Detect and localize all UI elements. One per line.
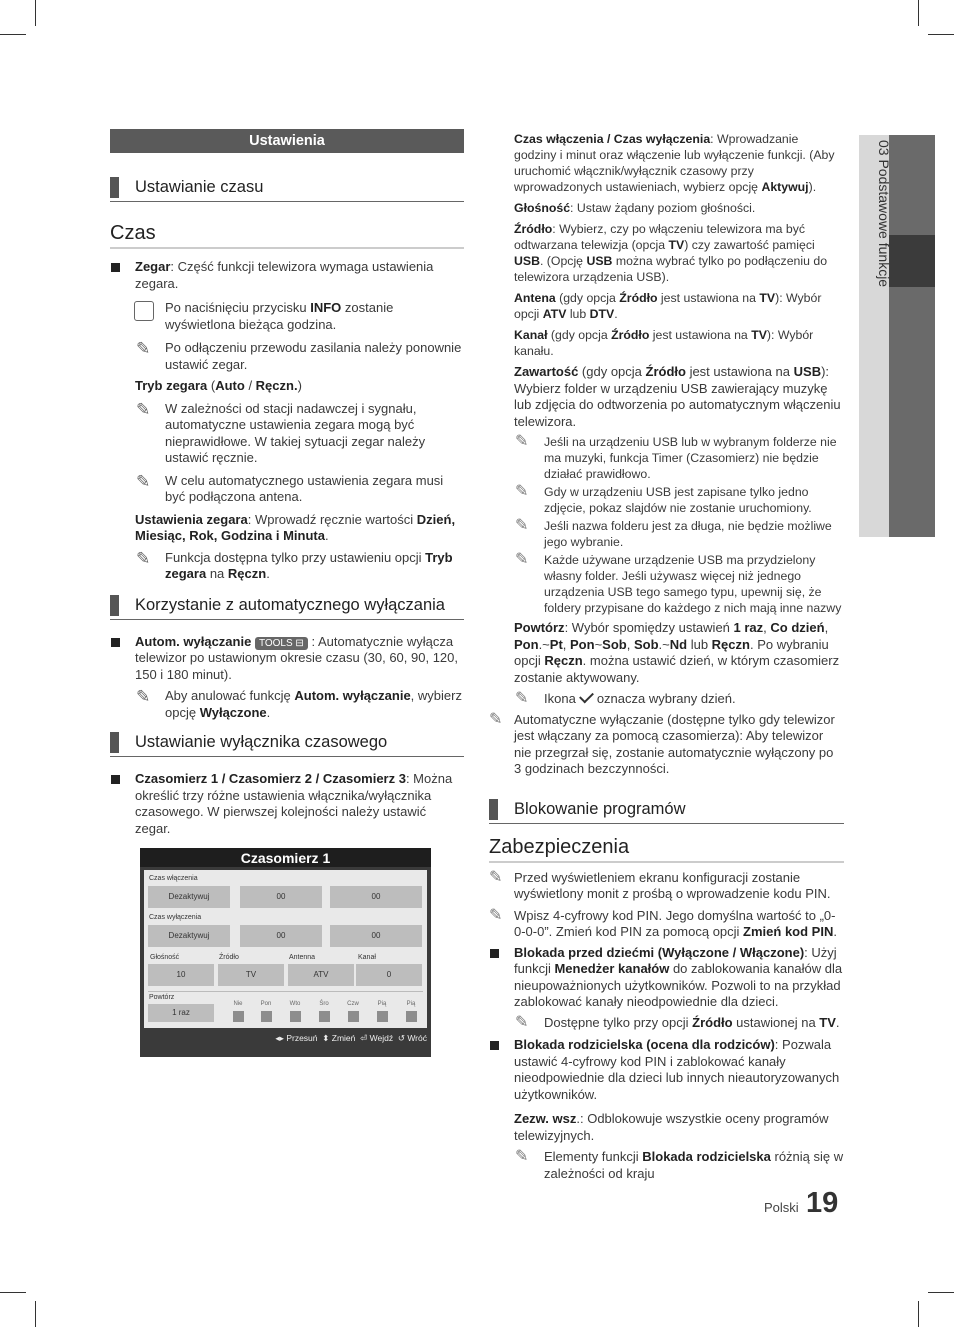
pencil-note-icon: ✎	[515, 551, 529, 568]
volume-field[interactable]: 10	[148, 964, 214, 986]
subheading-time-setting: Ustawianie czasu	[110, 176, 464, 202]
footer-return: Wróć	[407, 1033, 427, 1043]
para-channel: Kanał (gdy opcja Źródło jest ustawiona na TV): Wybór kanału.	[514, 328, 814, 358]
pencil-note-icon: ✎	[489, 868, 503, 886]
channel-field[interactable]: 0	[356, 964, 422, 986]
timer-footer	[140, 1033, 427, 1044]
left-column	[110, 129, 464, 837]
note-usb-folder: ✎ Każde używane urządzenie USB ma przydzielony własny folder. Jeśli używasz więcej niż jednego urządzenia USB tego samego typu, upewnij się, że foldery przypisane do każdego z nich mają inne nazwy	[515, 551, 842, 615]
timer-screen-title: Czasomierz 1	[140, 848, 431, 867]
on-minute-field[interactable]: 00	[330, 886, 422, 908]
heading-security: Zabezpieczenia	[489, 834, 844, 863]
footer-change: Zmień	[331, 1033, 356, 1043]
off-hour-field[interactable]: 00	[240, 925, 322, 947]
pencil-note-icon: ✎	[515, 517, 529, 534]
pencil-note-icon: ✎	[136, 471, 151, 491]
note-usb-photo: ✎ Gdy w urządzeniu USB jest zapisane tylko jedno zdjęcie, pokaz slajdów nie zostanie uruchomiony.	[515, 483, 812, 515]
bullet-timer: Czasomierz 1 / Czasomierz 2 / Czasomierz 3: Można określić trzy różne ustawienia włącznika/wyłącznika czasowego. W pierwszej kolejności należy ustawić zegar.	[110, 771, 464, 837]
pencil-note-icon: ✎	[515, 1148, 529, 1165]
note-checkmark: ✎ Ikona oznacza wybrany dzień.	[515, 690, 736, 707]
pencil-note-icon: ✎	[515, 433, 529, 450]
change-icon: ⬍	[322, 1033, 330, 1043]
remote-hand-icon	[134, 301, 154, 321]
subheading-auto-off: Korzystanie z automatycznego wyłączania	[110, 594, 464, 620]
day-checkbox[interactable]	[319, 1011, 330, 1022]
footer-language: Polski	[764, 1200, 799, 1215]
repeat-label: Powtórz	[149, 994, 175, 1001]
footer-enter: Wejdź	[369, 1033, 394, 1043]
tools-button-icon: TOOLS ⊟	[255, 637, 308, 650]
note-function: ✎ Funkcja dostępna tylko przy ustawieniu opcji Tryb zegara na Ręczn.	[136, 548, 453, 581]
note-auto-off: ✎ Automatyczne wyłączanie (dostępne tylko gdy telewizor jest włączany za pomocą czasomierza): Aby telewizor nie przegrzał się, zostanie automatycznie wyłączony po 3 godzinach bezczynności.	[489, 710, 835, 776]
bullet-child-lock: Blokada przed dziećmi (Wyłączone / Włączone): Użyj funkcji Menedżer kanałów do zablokowania kanałów dla nieupoważnionych użytkowników. Pozwoli to na przykład zablokować kanały nieodpowiednie dla dzieci.	[489, 945, 844, 1011]
timer-panel	[144, 870, 427, 1028]
source-label: Źródło	[219, 954, 239, 961]
on-hour-field[interactable]: 00	[240, 886, 322, 908]
return-icon: ↺	[397, 1033, 405, 1043]
footer-move: Przesuń	[286, 1033, 318, 1043]
volume-label: Głośność	[150, 954, 180, 961]
antenna-label: Antenna	[289, 954, 316, 961]
note-station: ✎ W zależności od stacji nadawczej i sygnału, automatyczne ustawienia zegara mogą być nieprawidłowe. W takiej sytuacji zegar należy ustawić ręcznie.	[136, 399, 426, 465]
day-checkbox[interactable]	[233, 1011, 244, 1022]
bullet-zegar: Zegar: Część funkcji telewizora wymaga ustawienia zegara.	[110, 259, 464, 292]
crop-mark	[0, 34, 26, 35]
pencil-note-icon: ✎	[489, 906, 503, 924]
crop-mark	[35, 0, 36, 26]
off-minute-field[interactable]: 00	[330, 925, 422, 947]
day-label: Pią	[377, 1001, 387, 1007]
off-time-label: Czas wyłączenia	[149, 914, 202, 921]
heading-czas: Czas	[110, 220, 464, 249]
day-label: Śro	[319, 1001, 329, 1007]
note-power: ✎ Po odłączeniu przewodu zasilania należy ponownie ustawić zegar.	[136, 339, 462, 372]
note-info: Po naciśnięciu przycisku INFO zostanie wyświetlona bieżąca godzina.	[110, 300, 464, 333]
on-activate-field[interactable]: Dezaktywuj	[148, 886, 230, 908]
crop-mark	[0, 1292, 26, 1293]
day-checkbox[interactable]	[348, 1011, 359, 1022]
pencil-note-icon: ✎	[489, 710, 503, 728]
pencil-note-icon: ✎	[515, 690, 529, 707]
para-allow-all: Zezw. wsz.: Odblokowuje wszystkie oceny programów telewizyjnych.	[514, 1111, 829, 1143]
crop-mark	[918, 0, 919, 26]
bullet-parental-lock: Blokada rodzicielska (ocena dla rodziców): Pozwala ustawić 4-cyfrowy kod PIN i zablokować kanały nieodpowiednie dla dzieci lub innych nieautoryzowanych użytkowników.	[489, 1037, 844, 1103]
section-title: Ustawienia	[110, 129, 464, 153]
crop-mark	[35, 1301, 36, 1327]
day-label: Wto	[289, 1001, 301, 1007]
clock-mode: Tryb zegara (Auto / Ręczn.)	[135, 378, 302, 393]
subheading-program-lock: Blokowanie programów	[489, 798, 844, 824]
day-label: Pon	[260, 1001, 272, 1007]
note-parental-country: ✎ Elementy funkcji Blokada rodzicielska różnią się w zależności od kraju	[515, 1148, 844, 1181]
clock-settings: Ustawienia zegara: Wprowadź ręcznie wartości Dzień, Miesiąc, Rok, Godzina i Minuta.	[135, 511, 456, 543]
divider	[148, 991, 423, 992]
off-activate-field[interactable]: Dezaktywuj	[148, 925, 230, 947]
para-content: Zawartość (gdy opcja Źródło jest ustawiona na USB): Wybierz folder w urządzeniu USB zawierający muzykę lub zdjęcia do odtworzenia po automatycznym włączeniu telewizora.	[514, 364, 841, 429]
enter-icon: ⏎	[360, 1033, 368, 1043]
note-antenna: ✎ W celu automatycznego ustawienia zegara musi być podłączona antena.	[136, 471, 444, 504]
note-available-tv: ✎ Dostępne tylko przy opcji Źródło ustawionej na TV.	[515, 1013, 840, 1031]
para-repeat: Powtórz: Wybór spomiędzy ustawień 1 raz, Co dzień, Pon.~Pt, Pon~Sob, Sob.~Nd lub Ręczn. Po wybraniu opcji Ręczn. można ustawić dzień, w którym czasomierz zostanie aktywowany.	[514, 620, 840, 685]
repeat-field[interactable]: 1 raz	[148, 1004, 214, 1022]
note-pin-default: ✎ Wpisz 4-cyfrowy kod PIN. Jego domyślna wartość to „0-0-0-0”. Zmień kod PIN za pomocą opcji Zmień kod PIN.	[489, 906, 837, 939]
crop-mark	[918, 1301, 919, 1327]
subheading-timer: Ustawianie wyłącznika czasowego	[110, 731, 464, 757]
para-on-off-time: Czas włączenia / Czas wyłączenia: Wprowadzanie godziny i minut oraz włączenie lub wyłączenie funkcji. (Aby uruchomić włącznik/wyłącznik czasowy przy wprowadzonych ustawieniach, wybierz opcję Aktywuj).	[514, 132, 835, 194]
source-field[interactable]: TV	[218, 964, 284, 986]
move-icon: ◂▸	[275, 1033, 284, 1043]
note-usb-music: ✎ Jeśli na urządzeniu USB lub w wybranym folderze nie ma muzyki, funkcja Timer (Czasomierz) nie będzie działać prawidłowo.	[515, 433, 837, 481]
channel-label: Kanał	[358, 954, 376, 961]
side-tab-label: 03 Podstawowe funkcje	[876, 140, 892, 288]
note-pin-prompt: ✎ Przed wyświetleniem ekranu konfiguracji zostanie wyświetlony monit z prośbą o wprowadzenie kodu PIN.	[489, 868, 831, 901]
on-time-label: Czas włączenia	[149, 875, 198, 882]
crop-mark	[928, 1292, 954, 1293]
right-column	[489, 131, 844, 1182]
para-antenna: Antena (gdy opcja Źródło jest ustawiona na TV): Wybór opcji ATV lub DTV.	[514, 291, 822, 321]
day-checkbox[interactable]	[261, 1011, 272, 1022]
day-checkbox[interactable]	[377, 1011, 388, 1022]
antenna-field[interactable]: ATV	[288, 964, 354, 986]
para-volume: Głośność: Ustaw żądany poziom głośności.	[514, 201, 756, 215]
note-folder-name: ✎ Jeśli nazwa folderu jest za długa, nie będzie możliwe jego wybranie.	[515, 517, 832, 549]
pencil-note-icon: ✎	[136, 687, 151, 706]
side-tab-marker	[889, 235, 935, 287]
day-label: Pią	[406, 1001, 416, 1007]
timer-screen	[140, 848, 431, 1057]
pencil-note-icon: ✎	[515, 1013, 529, 1031]
pencil-note-icon: ✎	[136, 548, 151, 568]
para-source: Źródło: Wybierz, czy po włączeniu telewizora ma być odtwarzana telewizja (opcja TV) czy zawartość pamięci USB. (Opcję USB można wybrać tylko po podłączeniu do telewizora urządzenia USB).	[514, 222, 828, 284]
day-checkbox[interactable]	[406, 1011, 417, 1022]
side-tab-dark	[889, 135, 935, 537]
pencil-note-icon: ✎	[136, 339, 151, 358]
bullet-auto-off: Autom. wyłączanie TOOLS ⊟ : Automatycznie wyłącza telewizor po ustawionym okresie czasu (30, 60, 90, 120, 150 i 180 minut).	[110, 634, 464, 684]
page-number: 19	[806, 1187, 839, 1219]
day-label: Nie	[233, 1001, 243, 1007]
pencil-note-icon: ✎	[515, 483, 529, 500]
note-cancel: ✎ Aby anulować funkcję Autom. wyłączanie, wybierz opcję Wyłączone.	[136, 687, 462, 720]
pencil-note-icon: ✎	[136, 399, 151, 419]
day-checkbox[interactable]	[290, 1011, 301, 1022]
checkmark-icon	[579, 689, 594, 704]
day-label: Czw	[347, 1001, 359, 1007]
crop-mark	[928, 34, 954, 35]
